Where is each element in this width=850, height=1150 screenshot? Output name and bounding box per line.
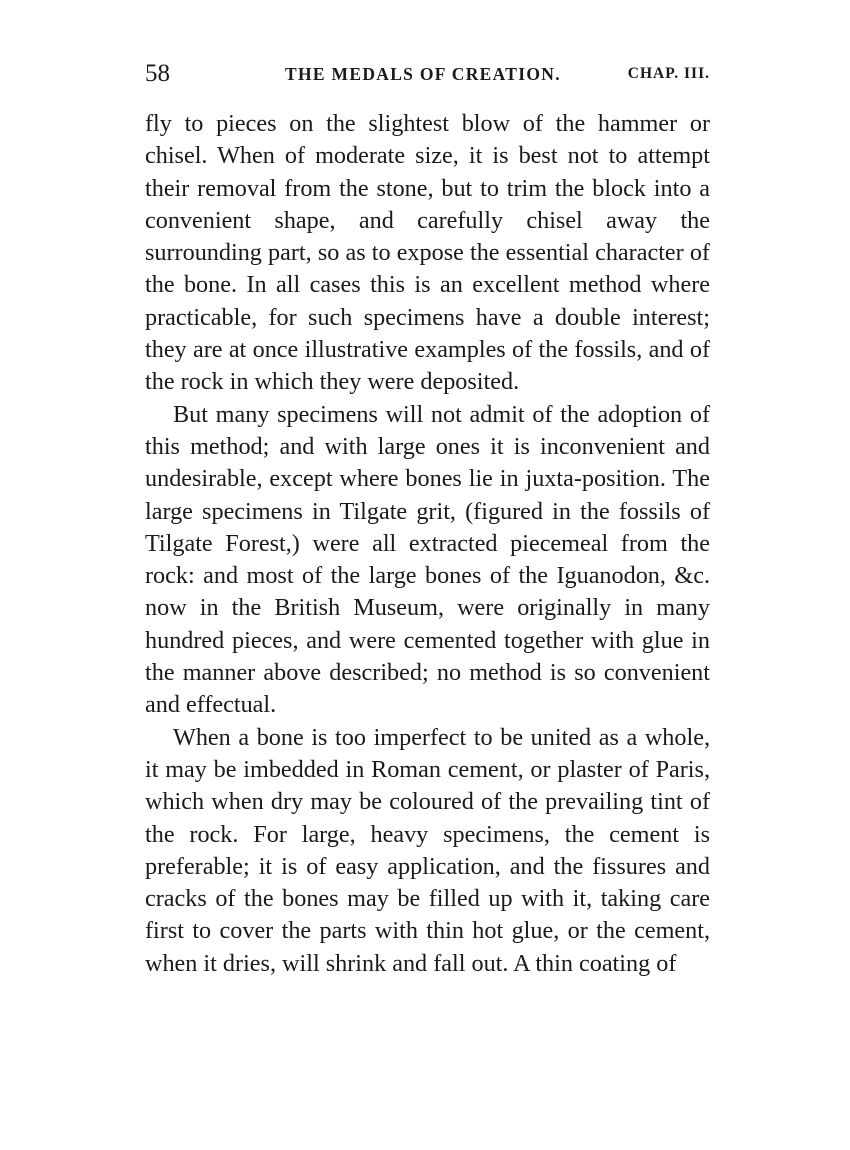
paragraph: When a bone is too imperfect to be united as a whole, it may be imbedded in Roman cement, or plaster of Paris, which when dry may be coloured of the prevailing tint of the rock. For large, heavy specimens, the cement is preferable; it is of easy application, and the fissures and cracks of the bones may be filled up with it, taking care first to cover the parts with thin hot glue, or the cement, when it dries, will shrink and fall out. A thin coating of xyxy=(145,723,710,977)
paragraph-continued: fly to pieces on the slightest blow of the hammer or chisel. When of moderate size, it is best not to attempt their removal from the stone, but to trim the block into a convenient shape, and carefully chisel away the surrounding part, so as to expose the essential character of the bone. In all cases this is an excellent method where practicable, for such specimens have a double interest; they are at once illustrative examples of the fossils, and of the rock in which they were deposited. xyxy=(145,110,710,396)
chapter-label: CHAP. III. xyxy=(627,65,710,82)
running-title: THE MEDALS OF CREATION. xyxy=(285,64,561,84)
body-text xyxy=(145,108,710,980)
page-number: 58 xyxy=(145,60,170,87)
paragraph: But many specimens will not admit of the adoption of this method; and with large ones it is inconvenient and undesirable, except where bones lie in juxta-position. The large specimens in Tilgate grit, (figured in the fossils of Tilgate Forest,) were all extracted piecemeal from the rock: and most of the large bones of the Iguanodon, &c. now in the British Museum, were originally in many hundred pieces, and were cemented together with glue in the manner above described; no method is so convenient and effectual. xyxy=(145,400,710,719)
running-head xyxy=(145,58,710,90)
